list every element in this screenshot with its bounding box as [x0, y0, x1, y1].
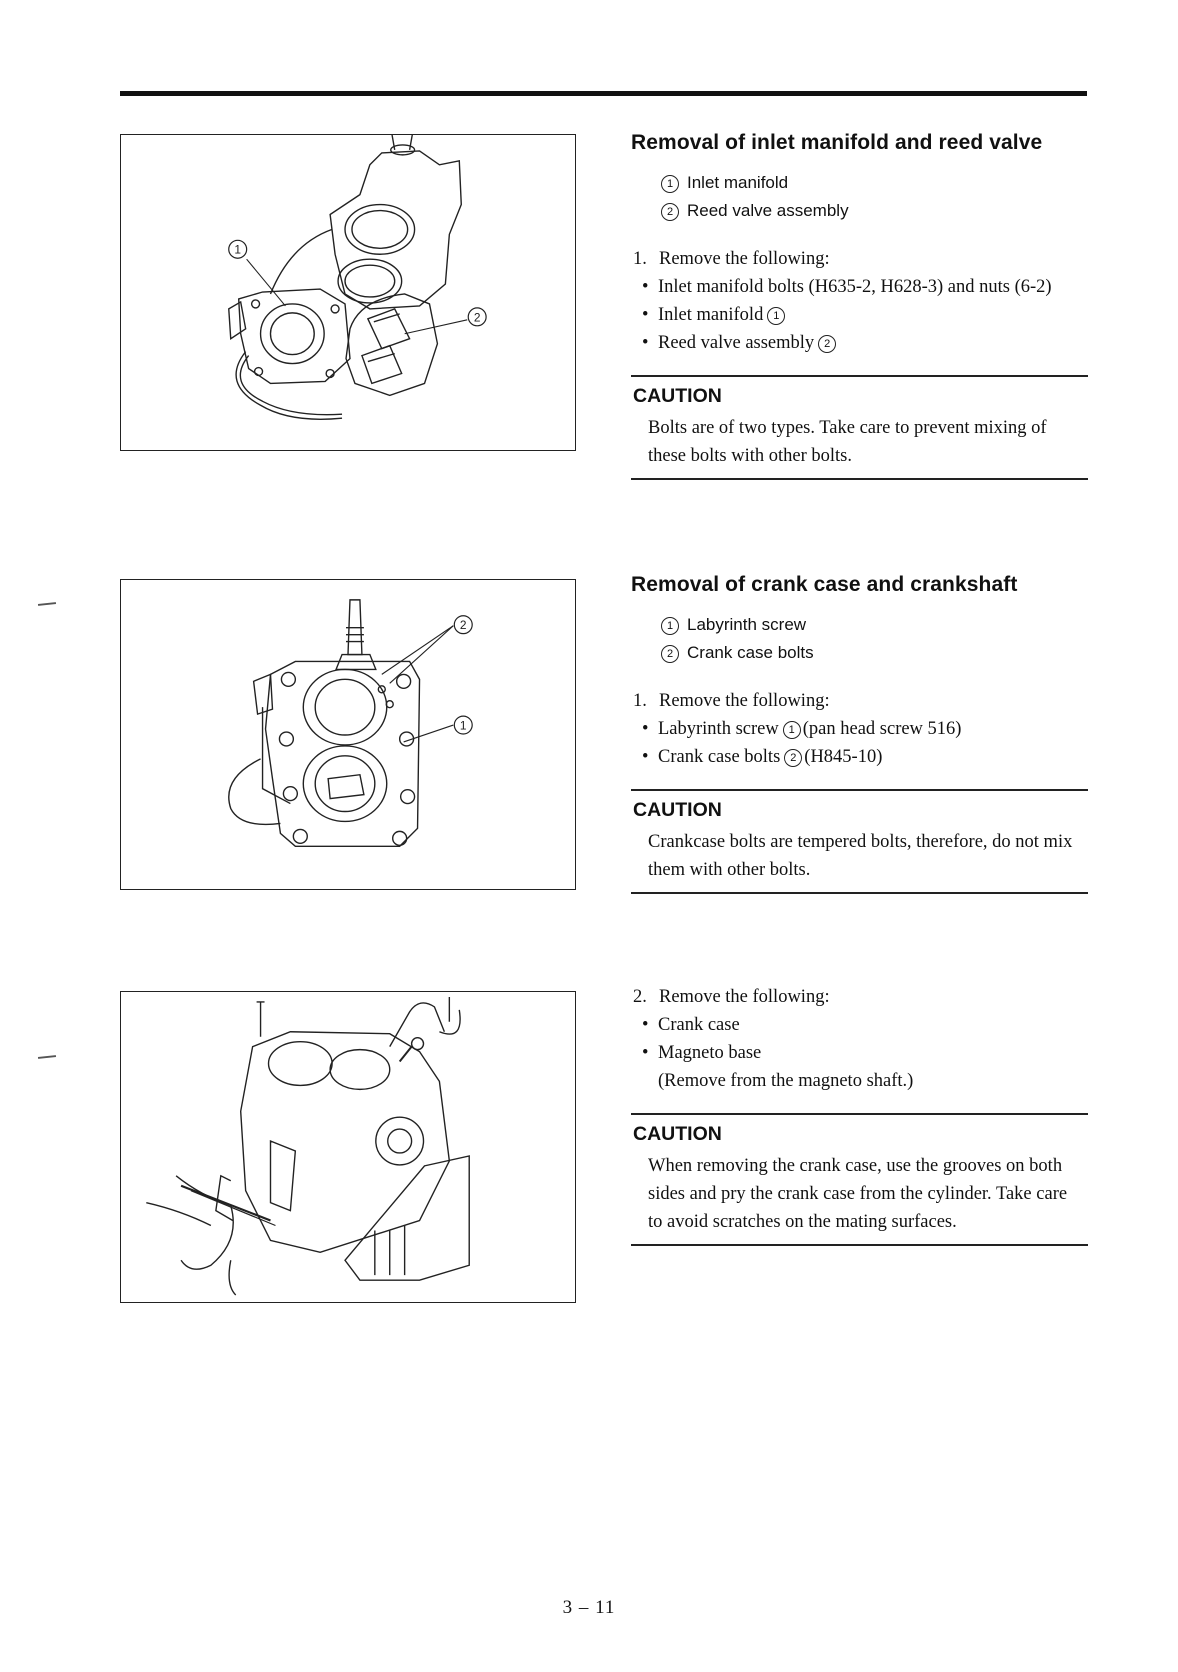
legend-label: Labyrinth screw — [687, 615, 807, 634]
list-item-text: Crank case bolts — [658, 747, 781, 767]
margin-mark — [38, 1055, 56, 1059]
crank-case-pry-illustration — [121, 992, 575, 1302]
legend-item — [661, 169, 1088, 197]
figure-crank-case — [120, 579, 576, 890]
section-title: Removal of inlet manifold and reed valve — [631, 131, 1043, 154]
list-item-text: Labyrinth screw — [658, 719, 779, 739]
caution-box — [631, 789, 1088, 894]
list-item-detail: (H845-10) — [804, 747, 883, 767]
removal-list — [631, 273, 1088, 357]
callout-label: 1 — [459, 718, 467, 733]
circled-number: 2 — [784, 749, 802, 767]
list-item-text: Reed valve assembly — [658, 333, 815, 353]
legend-item — [661, 611, 1088, 639]
section-crank-case — [631, 573, 1088, 894]
circled-number: 2 — [818, 335, 836, 353]
list-item-text: Inlet manifold — [658, 305, 764, 325]
legend-label: Inlet manifold — [687, 173, 789, 192]
caution-title: CAUTION — [633, 799, 722, 821]
list-item-text: (Remove from the magneto shaft.) — [658, 1071, 914, 1091]
step-text: Remove the following: — [659, 691, 830, 711]
list-item — [642, 329, 1088, 357]
margin-mark — [38, 602, 56, 606]
step-number: 2. — [633, 987, 647, 1007]
parts-legend — [661, 611, 1088, 667]
parts-legend — [661, 169, 1088, 225]
list-item-text: Inlet manifold bolts (H635-2, H628-3) and nuts (6-2) — [658, 277, 1052, 297]
procedure-step — [631, 245, 1088, 357]
list-item — [642, 301, 1088, 329]
callout-label: 2 — [459, 618, 467, 633]
list-item — [642, 1039, 1088, 1067]
page-number: 3 – 11 — [562, 1597, 616, 1618]
callout-label: 1 — [234, 242, 242, 257]
header-rule — [120, 91, 1087, 96]
procedure-step — [631, 687, 1088, 771]
legend-item — [661, 639, 1088, 667]
legend-item — [661, 197, 1088, 225]
section-inlet-manifold — [631, 131, 1088, 480]
step-number: 1. — [633, 691, 647, 711]
circled-number: 1 — [767, 307, 785, 325]
list-item-text: Magneto base — [658, 1043, 762, 1063]
caution-text: Crankcase bolts are tempered bolts, therefore, do not mix them with other bolts. — [648, 832, 1073, 880]
removal-list — [631, 715, 1088, 771]
circled-number: 2 — [661, 645, 679, 663]
legend-label: Reed valve assembly — [687, 201, 849, 220]
circled-number: 2 — [661, 203, 679, 221]
circled-number: 1 — [783, 721, 801, 739]
section-title: Removal of crank case and crankshaft — [631, 573, 1018, 596]
inlet-manifold-illustration — [121, 135, 575, 450]
list-item — [642, 743, 1088, 771]
list-item — [642, 715, 1088, 743]
step-text: Remove the following: — [659, 249, 830, 269]
legend-label: Crank case bolts — [687, 643, 814, 662]
caution-title: CAUTION — [633, 385, 722, 407]
step-text: Remove the following: — [659, 987, 830, 1007]
list-item — [642, 273, 1088, 301]
caution-text: When removing the crank case, use the grooves on both sides and pry the crank case from the cylinder. Take care to avoid scratches on the mating surfaces. — [648, 1156, 1068, 1232]
caution-box — [631, 1113, 1088, 1246]
callout-label: 2 — [473, 310, 481, 325]
list-item-note — [642, 1067, 1088, 1095]
figure-crank-case-pry — [120, 991, 576, 1303]
section-crank-case-step2 — [631, 983, 1088, 1246]
procedure-step — [631, 983, 1088, 1095]
caution-title: CAUTION — [633, 1123, 722, 1145]
list-item — [642, 1011, 1088, 1039]
caution-text: Bolts are of two types. Take care to prevent mixing of these bolts with other bolts. — [648, 418, 1047, 466]
crank-case-illustration — [121, 580, 575, 889]
caution-box — [631, 375, 1088, 480]
circled-number: 1 — [661, 175, 679, 193]
list-item-detail: (pan head screw 516) — [802, 719, 962, 739]
figure-inlet-manifold — [120, 134, 576, 451]
circled-number: 1 — [661, 617, 679, 635]
list-item-text: Crank case — [658, 1015, 740, 1035]
removal-list — [631, 1011, 1088, 1095]
step-number: 1. — [633, 249, 647, 269]
